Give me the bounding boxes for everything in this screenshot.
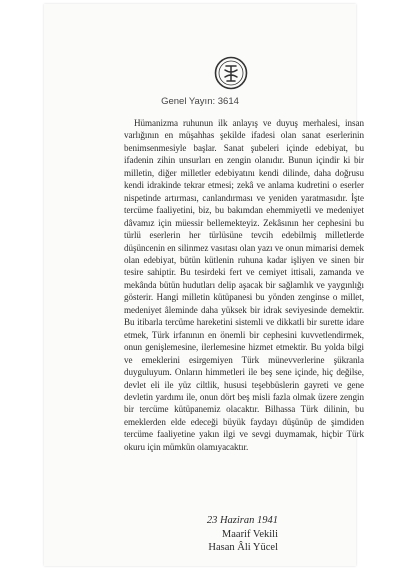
signature-date: 23 Haziran 1941 bbox=[206, 515, 278, 526]
foreword-paragraph: Hümanizma ruhunun ilk anlayış ve duyuş merhalesi, insan varlığının en müşahhas şekilde ifadesi olan sanat eserlerinin benimsenmesiyle başlar. Sanat şubeleri içinde edebiyat, bu ifadenin zihin unsurları en zengin olanıdır. Bunun içindir ki bir milletin, diğer milletler edebiyatını kendi dilinde, daha doğrusu kendi idrakinde tekrar etmesi; zekâ ve anlama kudretini o eserler nispetinde artırması, canlandırması ve yeniden yaratmasıdır. İşte tercüme faaliyetini, biz, bu bakımdan ehemmiyetli ve medeniyet dâvamız için müessir bellemekteyiz. Zekâsının her cephesini bu türlü eserlerin her türlüsüne tevcih edebilmiş milletlerde düşüncenin en silinmez vasıtası olan yazı ve onun mimarisi demek olan edebiyat, bütün kütlenin ruhuna kadar işliyen ve sinen bir tesire sahiptir. Bu tesirdeki fert ve cemiyet ittisali, zamanda ve mekânda bütün hudutları delip aşacak bir sağlamlık ve yaygınlığı gösterir. Hangi milletin kütüpanesi bu yönden zenginse o millet, medeniyet âleminde daha yüksek bir idrak seviyesinde demektir. Bu itibarla tercüme hareketini sistemli ve dikkatli bir surette idare etmek, Türk irfanının en önemli bir cephesini kuvvetlendirmek, onun genişlemesine, ilerlemesine hizmet etmektir. Bu yolda bilgi ve emeklerini esirgemiyen Türk münevverlerine şükranla duyguluyum. Onların himmetleri ile beş sene içinde, hiç değilse, devlet eli ile yüz ciltlik, hususi teşebbüslerin gayreti ve gene devletin yardımı ile, onun dört beş misli fazla olmak üzere zengin bir tercüme kütüpanemiz olacaktır. Bilhassa Türk dilinin, bu emeklerden elde edeceği büyük faydayı düşünüp de şimdiden tercüme faaliyetine yakın ilgi ve sevgi duymamak, hiçbir Türk okuru için mümkün olamıyacaktır. bbox=[124, 118, 364, 452]
foreword-text bbox=[124, 117, 364, 453]
publication-number: Genel Yayın: 3614 bbox=[161, 96, 239, 107]
signature-title: Maarif Vekili bbox=[221, 528, 278, 540]
publisher-logo-icon bbox=[214, 56, 248, 90]
signature-block bbox=[207, 514, 278, 555]
book-page bbox=[44, 4, 364, 566]
signature-name: Hasan Âli Yücel bbox=[208, 542, 278, 553]
